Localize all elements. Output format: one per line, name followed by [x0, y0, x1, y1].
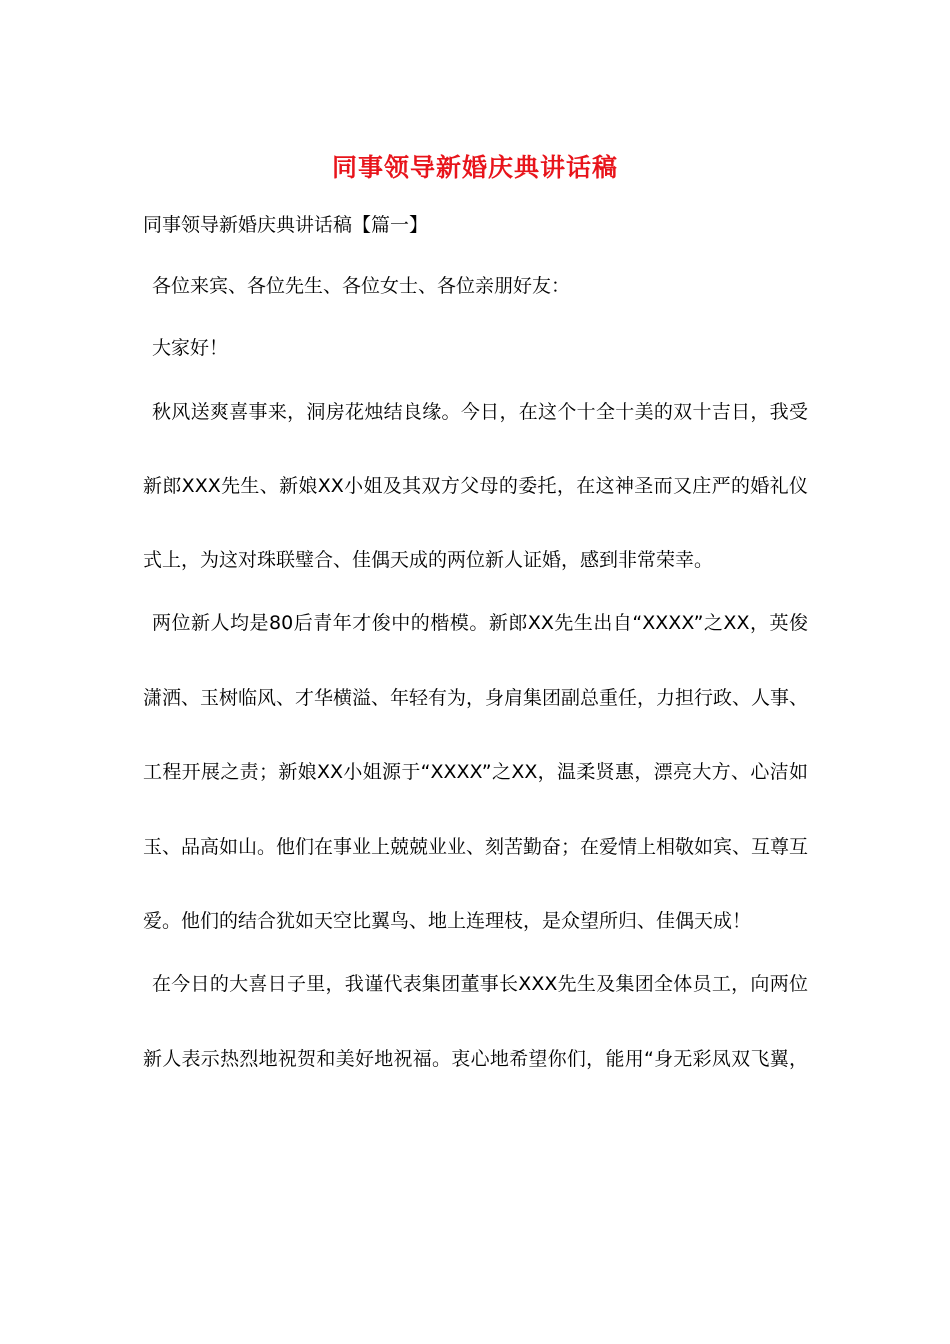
paragraph-line: 玉、品高如山。他们在事业上兢兢业业、刻苦勤奋；在爱情上相敬如宾、互尊互 — [143, 836, 809, 858]
paragraph-line: 工程开展之责；新娘XX小姐源于“XXXX”之XX，温柔贤惠，漂亮大方、心洁如 — [143, 761, 808, 783]
greeting-line: 大家好！ — [152, 337, 229, 359]
paragraph-line: 爱。他们的结合犹如天空比翼鸟、地上连理枝，是众望所归、佳偶天成！ — [143, 910, 752, 932]
paragraph-line: 两位新人均是80后青年才俊中的楷模。新郎XX先生出自“XXXX”之XX，英俊 — [152, 612, 808, 634]
paragraph-line: 新郎XXX先生、新娘XX小姐及其双方父母的委托，在这神圣而又庄严的婚礼仪 — [143, 475, 808, 497]
paragraph-line: 新人表示热烈地祝贺和美好地祝福。衷心地希望你们，能用“身无彩凤双飞翼， — [143, 1048, 808, 1070]
paragraph-line: 式上，为这对珠联璧合、佳偶天成的两位新人证婚，感到非常荣幸。 — [143, 549, 714, 571]
paragraph-line: 秋风送爽喜事来，洞房花烛结良缘。今日，在这个十全十美的双十吉日，我受 — [152, 401, 808, 423]
document-title: 同事领导新婚庆典讲话稿 — [331, 153, 618, 182]
greeting-line: 各位来宾、各位先生、各位女士、各位亲朋好友： — [152, 275, 571, 297]
section-heading: 同事领导新婚庆典讲话稿【篇一】 — [143, 214, 429, 236]
paragraph-line: 在今日的大喜日子里，我谨代表集团董事长XXX先生及集团全体员工，向两位 — [152, 973, 808, 995]
paragraph-line: 潇洒、玉树临风、才华横溢、年轻有为，身肩集团副总重任，力担行政、人事、 — [143, 687, 809, 709]
